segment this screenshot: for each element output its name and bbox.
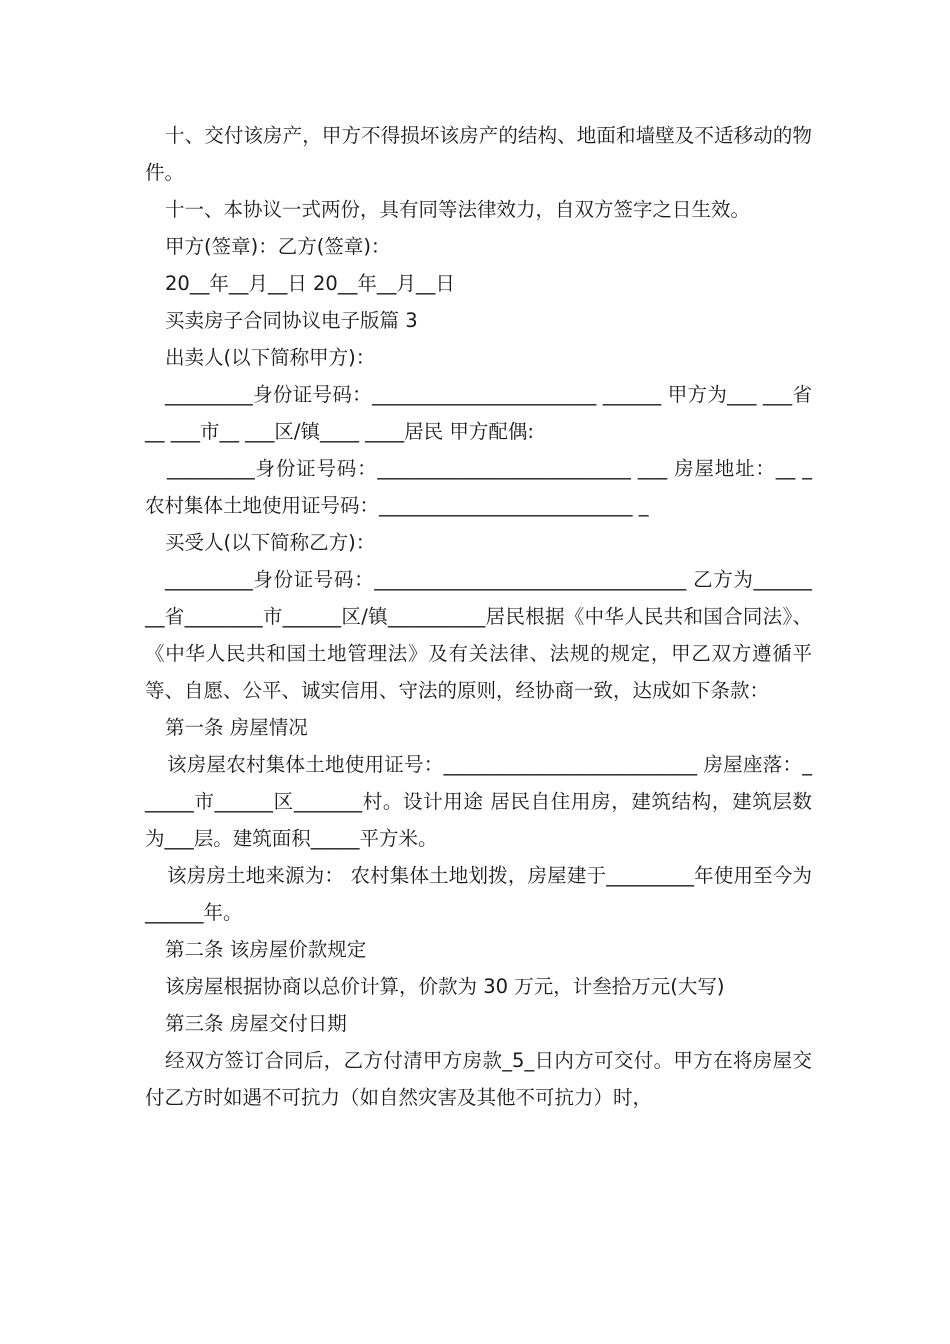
article-two-heading: 第二条 该房屋价款规定 [165,938,367,961]
property-info-paragraph: 该房屋农村集体土地使用证号：__________________________ 房屋座落：______市______区_______村。设计用途 居民自住用房，建筑结构，建筑层数为___层。建筑面积_____平方米。 [145,753,812,850]
signature-line: 甲方(签章)：乙方(签章)： [165,235,391,258]
seller-label: 出卖人(以下简称甲方)： [165,346,376,369]
document-body [145,117,812,1116]
buyer-id-paragraph: _________身份证号码：________________________________ 乙方为________省________市______区/镇__________居民根据《中华人民共和国合同法》、《中华人民共和国土地管理法》及有关法律、法规的规定，甲乙双方遵循平等、自愿、公平、诚实信用、守法的原则，经协商一致，达成如下条款： [145,568,812,702]
article-three-heading: 第三条 房屋交付日期 [165,1012,347,1035]
seller-id-paragraph: _________身份证号码：_______________________ ______ 甲方为___ ___省__ ___市__ ___区/镇____ ____居民 甲方配偶: [145,383,812,443]
article-one-heading: 第一条 房屋情况 [165,716,308,739]
clause-eleven: 十一、本协议一式两份，具有同等法律效力，自双方签字之日生效。 [165,198,751,221]
spouse-id-paragraph: _________身份证号码：__________________________ ___ 房屋地址：__ _ 农村集体土地使用证号码：__________________________ _ [145,457,812,517]
price-paragraph: 该房屋根据协商以总价计算，价款为 30 万元，计叁拾万元(大写) [165,975,725,998]
delivery-paragraph: 经双方签订合同后，乙方付清甲方房款_5_日内方可交付。甲方在将房屋交付乙方时如遇不可抗力（如自然灾害及其他不可抗力）时， [145,1049,812,1109]
clause-ten: 十、交付该房产，甲方不得损坏该房产的结构、地面和墙壁及不适移动的物件。 [145,124,812,184]
section-heading: 买卖房子合同协议电子版篇 3 [165,309,418,332]
date-line: 20__年__月__日 20__年__月__日 [165,272,455,295]
buyer-label: 买受人(以下简称乙方)： [165,531,376,554]
land-source-paragraph: 该房房土地来源为： 农村集体土地划拨，房屋建于_________年使用至今为______年。 [145,864,812,924]
